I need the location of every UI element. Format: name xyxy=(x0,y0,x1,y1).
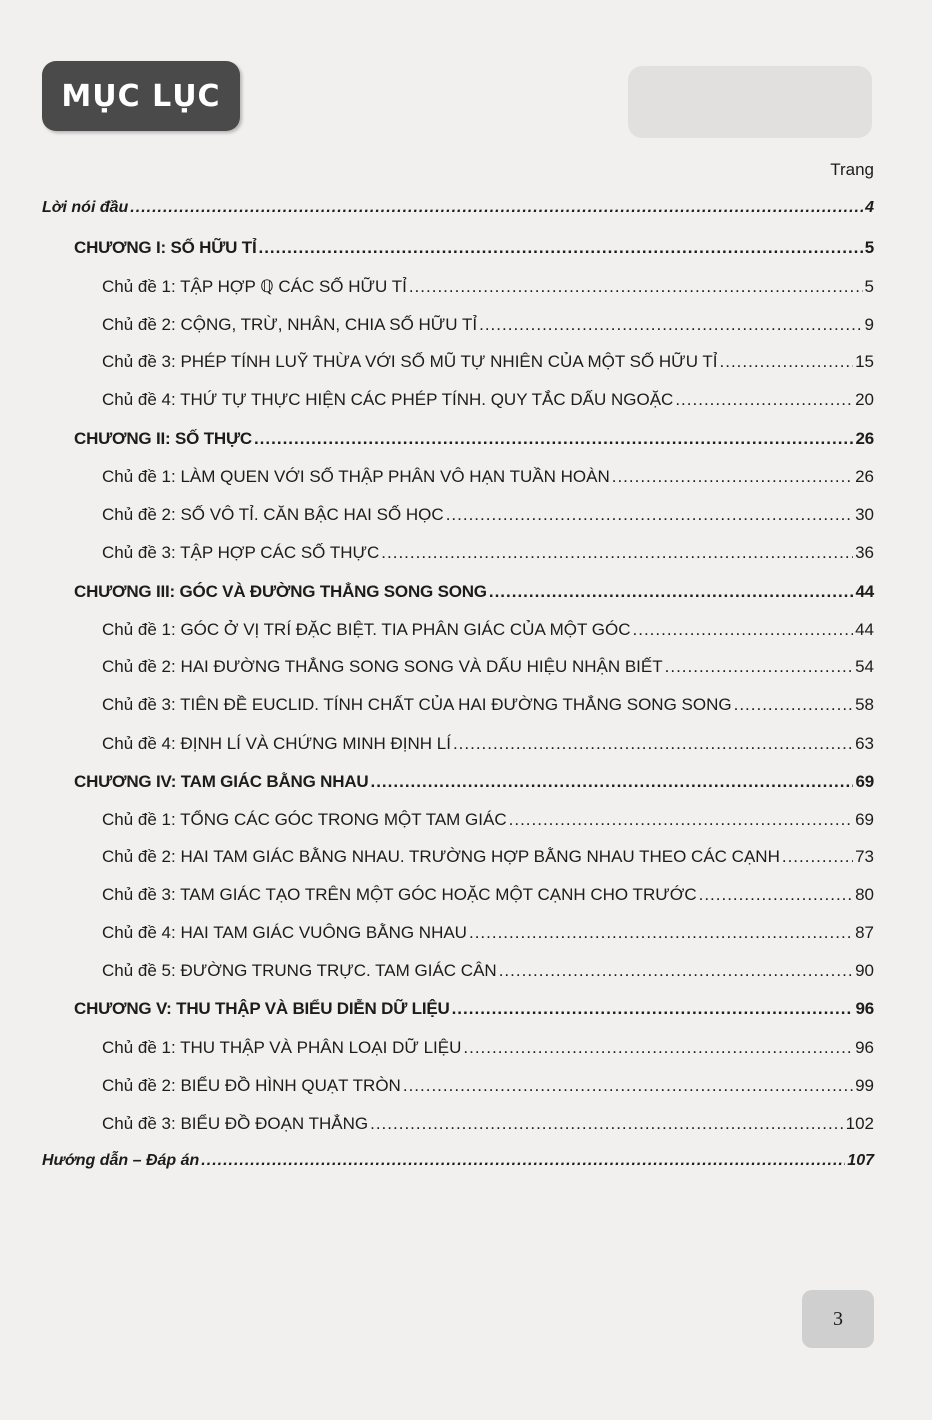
toc-entry-page: 90 xyxy=(855,961,874,980)
toc-entry-page: 26 xyxy=(855,429,874,448)
dot-leader xyxy=(612,467,853,487)
toc-entry-label: CHƯƠNG V: THU THẬP VÀ BIỂU DIỄN DỮ LIỆU xyxy=(74,999,450,1018)
toc-entry-label: Chủ đề 2: HAI ĐƯỜNG THẲNG SONG SONG VÀ DẤU HIỆU NHẬN BIẾT xyxy=(102,657,663,676)
dot-leader xyxy=(452,999,854,1019)
toc-topic-row xyxy=(102,543,874,563)
toc-entry-page: 96 xyxy=(855,999,874,1018)
dot-leader xyxy=(509,810,853,830)
toc-chapter-row xyxy=(74,582,874,602)
toc-section-row xyxy=(42,1152,874,1170)
page-number: 3 xyxy=(833,1307,843,1330)
dot-leader xyxy=(446,505,853,525)
toc-topic-row xyxy=(102,810,874,830)
toc-entry-label: Chủ đề 2: CỘNG, TRỪ, NHÂN, CHIA SỐ HỮU TỈ xyxy=(102,315,478,334)
toc-entry-label: Chủ đề 4: ĐỊNH LÍ VÀ CHỨNG MINH ĐỊNH LÍ xyxy=(102,734,451,753)
toc-entry-label: Chủ đề 5: ĐƯỜNG TRUNG TRỰC. TAM GIÁC CÂN xyxy=(102,961,497,980)
toc-entry-page: 5 xyxy=(864,277,874,296)
dot-leader xyxy=(453,734,853,754)
toc-entry-page: 63 xyxy=(855,734,874,753)
toc-entry-page: 73 xyxy=(855,847,874,866)
toc-entry-label: Hướng dẫn – Đáp án xyxy=(42,1152,200,1169)
dot-leader xyxy=(201,1152,845,1170)
toc-topic-row xyxy=(102,505,874,525)
toc-chapter-row xyxy=(74,772,874,792)
toc-entry-label: Chủ đề 3: TẬP HỢP CÁC SỐ THỰC xyxy=(102,543,380,562)
bleed-through-header-ghost xyxy=(628,66,872,138)
dot-leader xyxy=(254,429,854,449)
toc-entry-label: Chủ đề 1: TẬP HỢP ℚ CÁC SỐ HỮU TỈ xyxy=(102,277,407,296)
toc-entry-page: 96 xyxy=(855,1038,874,1057)
toc-entry-label: Chủ đề 4: HAI TAM GIÁC VUÔNG BẰNG NHAU xyxy=(102,923,467,942)
toc-entry-label: Chủ đề 2: SỐ VÔ TỈ. CĂN BẬC HAI SỐ HỌC xyxy=(102,505,444,524)
toc-topic-row xyxy=(102,1038,874,1058)
toc-entry-page: 15 xyxy=(855,352,874,371)
toc-chapter-row xyxy=(74,238,874,258)
toc-topic-row xyxy=(102,695,874,715)
toc-entry-page: 69 xyxy=(855,772,874,791)
toc-topic-row xyxy=(102,961,874,981)
dot-leader xyxy=(370,772,853,792)
toc-section-row xyxy=(42,199,874,217)
page-column-label: Trang xyxy=(830,160,874,179)
toc-entry-label: Chủ đề 1: THU THẬP VÀ PHÂN LOẠI DỮ LIỆU xyxy=(102,1038,462,1057)
dot-leader xyxy=(409,277,863,297)
toc-topic-row xyxy=(102,620,874,640)
toc-topic-row xyxy=(102,885,874,905)
toc-chapter-row xyxy=(74,429,874,449)
toc-topic-row xyxy=(102,315,874,335)
dot-leader xyxy=(479,315,862,335)
dot-leader xyxy=(381,543,853,563)
toc-entry-label: Chủ đề 2: HAI TAM GIÁC BẰNG NHAU. TRƯỜNG HỢP BẰNG NHAU THEO CÁC CẠNH xyxy=(102,847,780,866)
toc-entry-page: 30 xyxy=(855,505,874,524)
toc-entry-page: 87 xyxy=(855,923,874,942)
toc-topic-row xyxy=(102,657,874,677)
dot-leader xyxy=(130,199,863,217)
toc-entry-page: 44 xyxy=(855,620,874,639)
toc-topic-row xyxy=(102,847,874,867)
dot-leader xyxy=(258,238,862,258)
dot-leader xyxy=(370,1114,844,1134)
toc-entry-page: 4 xyxy=(865,199,874,216)
toc-entry-page: 9 xyxy=(864,315,874,334)
toc-topic-row xyxy=(102,277,874,297)
toc-topic-row xyxy=(102,923,874,943)
dot-leader xyxy=(782,847,853,867)
toc-topic-row xyxy=(102,390,874,410)
toc-topic-row xyxy=(102,1114,874,1134)
toc-topic-row xyxy=(102,1076,874,1096)
dot-leader xyxy=(403,1076,853,1096)
toc-chapter-row xyxy=(74,999,874,1019)
toc-entry-page: 5 xyxy=(864,238,874,257)
toc-entry-label: CHƯƠNG II: SỐ THỰC xyxy=(74,429,252,448)
page-title-box xyxy=(42,61,240,131)
toc-entry-page: 80 xyxy=(855,885,874,904)
dot-leader xyxy=(675,390,853,410)
dot-leader xyxy=(665,657,853,677)
toc-entry-page: 54 xyxy=(855,657,874,676)
toc-entry-label: Chủ đề 3: PHÉP TÍNH LUỸ THỪA VỚI SỐ MŨ TỰ NHIÊN CỦA MỘT SỐ HỮU TỈ xyxy=(102,352,718,371)
toc-entry-page: 107 xyxy=(847,1152,874,1169)
page-number-badge xyxy=(802,1290,874,1348)
toc-entry-label: CHƯƠNG III: GÓC VÀ ĐƯỜNG THẲNG SONG SONG xyxy=(74,582,487,601)
dot-leader xyxy=(489,582,854,602)
toc-topic-row xyxy=(102,467,874,487)
dot-leader xyxy=(720,352,854,372)
dot-leader xyxy=(633,620,854,640)
toc-entry-label: Chủ đề 3: TIÊN ĐỀ EUCLID. TÍNH CHẤT CỦA HAI ĐƯỜNG THẲNG SONG SONG xyxy=(102,695,732,714)
toc-entry-page: 44 xyxy=(855,582,874,601)
toc-topic-row xyxy=(102,734,874,754)
toc-topic-row xyxy=(102,352,874,372)
toc-entry-page: 102 xyxy=(845,1114,874,1133)
toc-entry-page: 26 xyxy=(855,467,874,486)
toc-entry-label: Chủ đề 1: TỔNG CÁC GÓC TRONG MỘT TAM GIÁC xyxy=(102,810,507,829)
toc-entry-page: 99 xyxy=(855,1076,874,1095)
page-title: MỤC LỤC xyxy=(61,78,221,114)
toc-entry-page: 58 xyxy=(855,695,874,714)
toc-entry-label: Lời nói đầu xyxy=(42,199,129,216)
toc-entry-label: CHƯƠNG I: SỐ HỮU TỈ xyxy=(74,238,257,257)
toc-entry-label: Chủ đề 2: BIỂU ĐỒ HÌNH QUẠT TRÒN xyxy=(102,1076,401,1095)
toc-entry-label: CHƯƠNG IV: TAM GIÁC BẰNG NHAU xyxy=(74,772,369,791)
dot-leader xyxy=(469,923,853,943)
toc-entry-label: Chủ đề 4: THỨ TỰ THỰC HIỆN CÁC PHÉP TÍNH. QUY TẮC DẤU NGOẶC xyxy=(102,390,674,409)
dot-leader xyxy=(734,695,853,715)
toc-entry-label: Chủ đề 3: BIỂU ĐỒ ĐOẠN THẲNG xyxy=(102,1114,369,1133)
toc-entry-label: Chủ đề 3: TAM GIÁC TẠO TRÊN MỘT GÓC HOẶC MỘT CẠNH CHO TRƯỚC xyxy=(102,885,697,904)
toc-entry-page: 20 xyxy=(855,390,874,409)
dot-leader xyxy=(499,961,853,981)
toc-entry-label: Chủ đề 1: LÀM QUEN VỚI SỐ THẬP PHÂN VÔ HẠN TUẦN HOÀN xyxy=(102,467,610,486)
dot-leader xyxy=(699,885,853,905)
toc-entry-label: Chủ đề 1: GÓC Ở VỊ TRÍ ĐẶC BIỆT. TIA PHÂN GIÁC CỦA MỘT GÓC xyxy=(102,620,631,639)
toc-entry-page: 69 xyxy=(855,810,874,829)
toc-entry-page: 36 xyxy=(855,543,874,562)
dot-leader xyxy=(463,1038,853,1058)
